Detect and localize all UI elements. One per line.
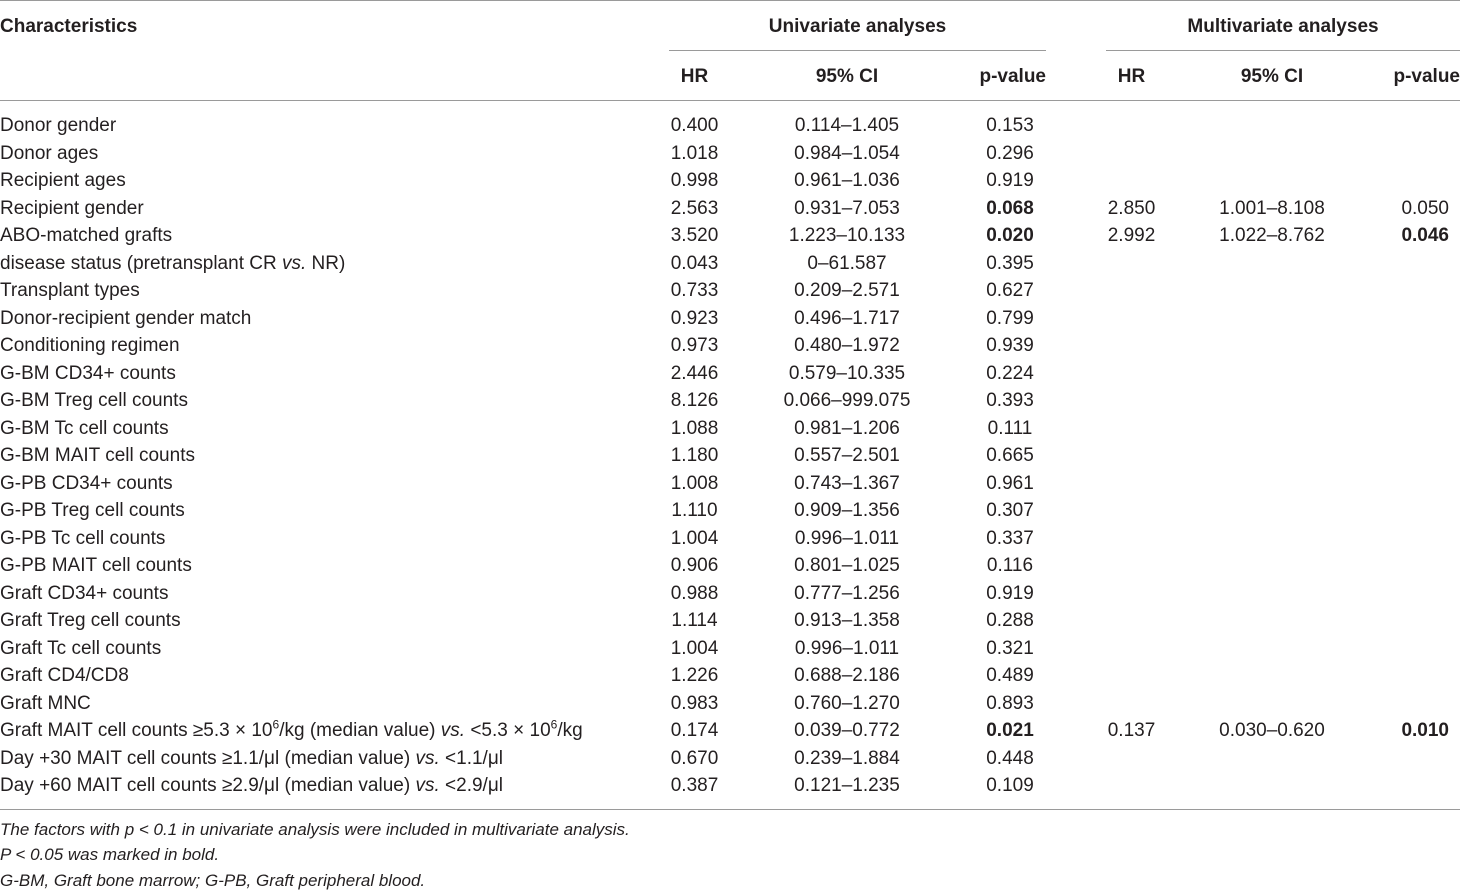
uni-p-cell: 0.224: [986, 362, 1034, 384]
uni-hr-cell: 1.114: [671, 610, 718, 631]
multi-hr-cell: 2.850: [1107, 197, 1156, 219]
uni-p-cell: 0.321: [986, 637, 1034, 659]
uni-hr-header: HR: [680, 66, 709, 87]
uni-p-cell: 0.919: [986, 582, 1034, 604]
uni-p-cell: 0.665: [986, 445, 1034, 466]
row-label: Donor-recipient gender match: [0, 307, 252, 329]
characteristics-header: Characteristics: [0, 16, 138, 37]
uni-hr-cell: 0.923: [670, 307, 719, 329]
uni-p-cell: 0.116: [986, 555, 1034, 576]
uni-ci-cell: 0.688–2.186: [794, 665, 900, 686]
uni-hr-cell: 1.004: [670, 527, 719, 549]
multi-ci-header: 95% CI: [1240, 66, 1304, 87]
uni-ci-cell: 0.209–2.571: [794, 280, 900, 301]
row-label: Transplant types: [0, 280, 140, 301]
multi-hr-cell: 0.137: [1107, 720, 1156, 741]
row-label: G-BM MAIT cell counts: [0, 445, 195, 466]
uni-ci-cell: 0.961–1.036: [794, 170, 900, 191]
uni-hr-cell: 0.387: [670, 775, 719, 796]
uni-p-cell: 0.153: [986, 115, 1034, 136]
uni-p-cell: 0.448: [986, 747, 1034, 769]
uni-ci-cell: 0.801–1.025: [794, 555, 900, 576]
row-label: Conditioning regimen: [0, 335, 180, 356]
uni-ci-cell: 0.496–1.717: [794, 307, 900, 329]
multi-p-cell: 0.046: [1401, 225, 1449, 246]
row-label: G-PB MAIT cell counts: [0, 555, 192, 576]
uni-ci-cell: 0.984–1.054: [794, 142, 900, 164]
uni-hr-cell: 0.998: [670, 170, 719, 191]
uni-p-cell: 0.939: [986, 335, 1034, 356]
uni-hr-cell: 0.174: [670, 720, 719, 741]
uni-hr-cell: 3.520: [670, 225, 719, 246]
row-label: Graft MNC: [0, 692, 91, 714]
uni-hr-cell: 2.563: [670, 197, 719, 219]
row-label: Graft CD4/CD8: [0, 665, 129, 686]
row-label: Graft MAIT cell counts $\ge 5.3 \times 10^6/kg$ (median value) vs. $<5.3 \times 10^6/kg$: [0, 717, 583, 741]
uni-p-header: p-value: [979, 66, 1046, 87]
uni-p-cell: 0.489: [986, 665, 1034, 686]
uni-hr-cell: 0.983: [670, 692, 719, 714]
uni-ci-cell: 0.996–1.011: [794, 637, 900, 659]
uni-ci-cell: 0.121–1.235: [794, 775, 900, 796]
uni-hr-cell: 1.226: [670, 665, 719, 686]
row-label: G-BM CD34+ counts: [0, 362, 176, 384]
multi-p-header: p-value: [1393, 66, 1460, 87]
row-label: G-BM Treg cell counts: [0, 390, 188, 411]
row-label: Donor gender: [0, 115, 117, 136]
univariate-group-rule: [669, 50, 1046, 51]
uni-hr-cell: 1.110: [671, 500, 718, 521]
uni-ci-cell: 0.913–1.358: [794, 610, 900, 631]
uni-ci-cell: 0.239–1.884: [794, 747, 900, 769]
footnote-2: P < 0.05 was marked in bold.: [0, 845, 220, 864]
uni-hr-cell: 0.400: [670, 115, 719, 136]
uni-p-cell: 0.627: [986, 280, 1034, 301]
multi-p-cell: 0.010: [1401, 720, 1449, 741]
uni-hr-cell: 1.004: [670, 637, 719, 659]
row-label: Donor ages: [0, 142, 99, 164]
uni-hr-cell: 0.988: [670, 582, 719, 604]
footnote-1: The factors with p < 0.1 in univariate analysis were included in multivariate analysis.: [0, 820, 630, 839]
row-label: ABO-matched grafts: [0, 225, 173, 246]
top-rule: [0, 0, 1460, 1]
uni-hr-cell: 1.018: [670, 142, 719, 164]
row-label: Day +60 MAIT cell counts ≥2.9/μl (median value) vs. <2.9/μl: [0, 775, 503, 796]
uni-p-cell: 0.893: [986, 692, 1034, 714]
multi-ci-cell: 1.022–8.762: [1219, 225, 1325, 246]
uni-hr-cell: 0.906: [670, 555, 719, 576]
uni-p-cell: 0.337: [986, 527, 1034, 549]
uni-ci-cell: 0.760–1.270: [794, 692, 900, 714]
uni-ci-cell: 0.909–1.356: [794, 500, 900, 521]
uni-hr-cell: 0.973: [670, 335, 719, 356]
uni-p-cell: 0.393: [986, 390, 1034, 411]
row-label: Day +30 MAIT cell counts ≥1.1/μl (median value) vs. <1.1/μl: [0, 747, 503, 769]
uni-ci-cell: 0.039–0.772: [794, 720, 900, 741]
table-bottom-rule: [0, 809, 1460, 810]
uni-p-cell: 0.307: [986, 500, 1034, 521]
uni-p-cell: 0.021: [986, 720, 1034, 741]
row-label: Graft Treg cell counts: [0, 610, 181, 631]
uni-hr-cell: 1.088: [670, 417, 719, 439]
uni-hr-cell: 1.008: [670, 472, 719, 494]
uni-hr-cell: 8.126: [670, 390, 719, 411]
uni-hr-cell: 0.043: [670, 252, 719, 274]
uni-hr-cell: 2.446: [670, 362, 719, 384]
uni-hr-cell: 0.733: [670, 280, 719, 301]
row-label: Graft CD34+ counts: [0, 582, 169, 604]
uni-p-cell: 0.296: [986, 142, 1034, 164]
uni-p-cell: 0.109: [986, 775, 1034, 796]
row-label: G-PB CD34+ counts: [0, 472, 173, 494]
uni-p-cell: 0.020: [986, 225, 1034, 246]
row-label: Graft Tc cell counts: [0, 637, 162, 659]
header-bottom-rule: [0, 100, 1460, 101]
uni-ci-cell: 0.066–999.075: [783, 390, 911, 411]
uni-ci-cell: 1.223–10.133: [788, 225, 906, 246]
uni-ci-header: 95% CI: [815, 66, 879, 87]
row-label: Recipient gender: [0, 197, 144, 219]
uni-hr-cell: 0.670: [670, 747, 719, 769]
uni-p-cell: 0.288: [986, 610, 1034, 631]
uni-p-cell: 0.395: [986, 252, 1034, 274]
multivariate-header: Multivariate analyses: [1187, 16, 1379, 37]
multi-ci-cell: 0.030–0.620: [1219, 720, 1325, 741]
uni-ci-cell: 0.743–1.367: [794, 472, 900, 494]
multi-p-cell: 0.050: [1401, 197, 1449, 219]
univariate-header: Univariate analyses: [768, 16, 947, 37]
uni-ci-cell: 0.480–1.972: [794, 335, 900, 356]
uni-p-cell: 0.068: [986, 197, 1034, 219]
uni-ci-cell: 0.114–1.405: [794, 115, 900, 136]
uni-p-cell: 0.799: [986, 307, 1034, 329]
uni-ci-cell: 0.996–1.011: [794, 527, 900, 549]
uni-p-cell: 0.111: [987, 417, 1033, 439]
multivariate-group-rule: [1106, 50, 1460, 51]
uni-ci-cell: 0.981–1.206: [794, 417, 900, 439]
footnote-3: G-BM, Graft bone marrow; G-PB, Graft peripheral blood.: [0, 871, 426, 890]
row-label: G-BM Tc cell counts: [0, 417, 169, 439]
multi-ci-cell: 1.001–8.108: [1219, 197, 1325, 219]
row-label: disease status (pretransplant CR vs. NR): [0, 252, 346, 274]
uni-ci-cell: 0.557–2.501: [794, 445, 900, 466]
uni-ci-cell: 0.579–10.335: [788, 362, 906, 384]
uni-hr-cell: 1.180: [670, 445, 719, 466]
uni-ci-cell: 0–61.587: [807, 252, 887, 274]
uni-p-cell: 0.919: [986, 170, 1034, 191]
uni-p-cell: 0.961: [986, 472, 1034, 494]
row-label: G-PB Tc cell counts: [0, 527, 166, 549]
uni-ci-cell: 0.931–7.053: [794, 197, 900, 219]
multi-hr-header: HR: [1117, 66, 1146, 87]
multi-hr-cell: 2.992: [1107, 225, 1156, 246]
uni-ci-cell: 0.777–1.256: [794, 582, 900, 604]
row-label: G-PB Treg cell counts: [0, 500, 185, 521]
row-label: Recipient ages: [0, 170, 126, 191]
